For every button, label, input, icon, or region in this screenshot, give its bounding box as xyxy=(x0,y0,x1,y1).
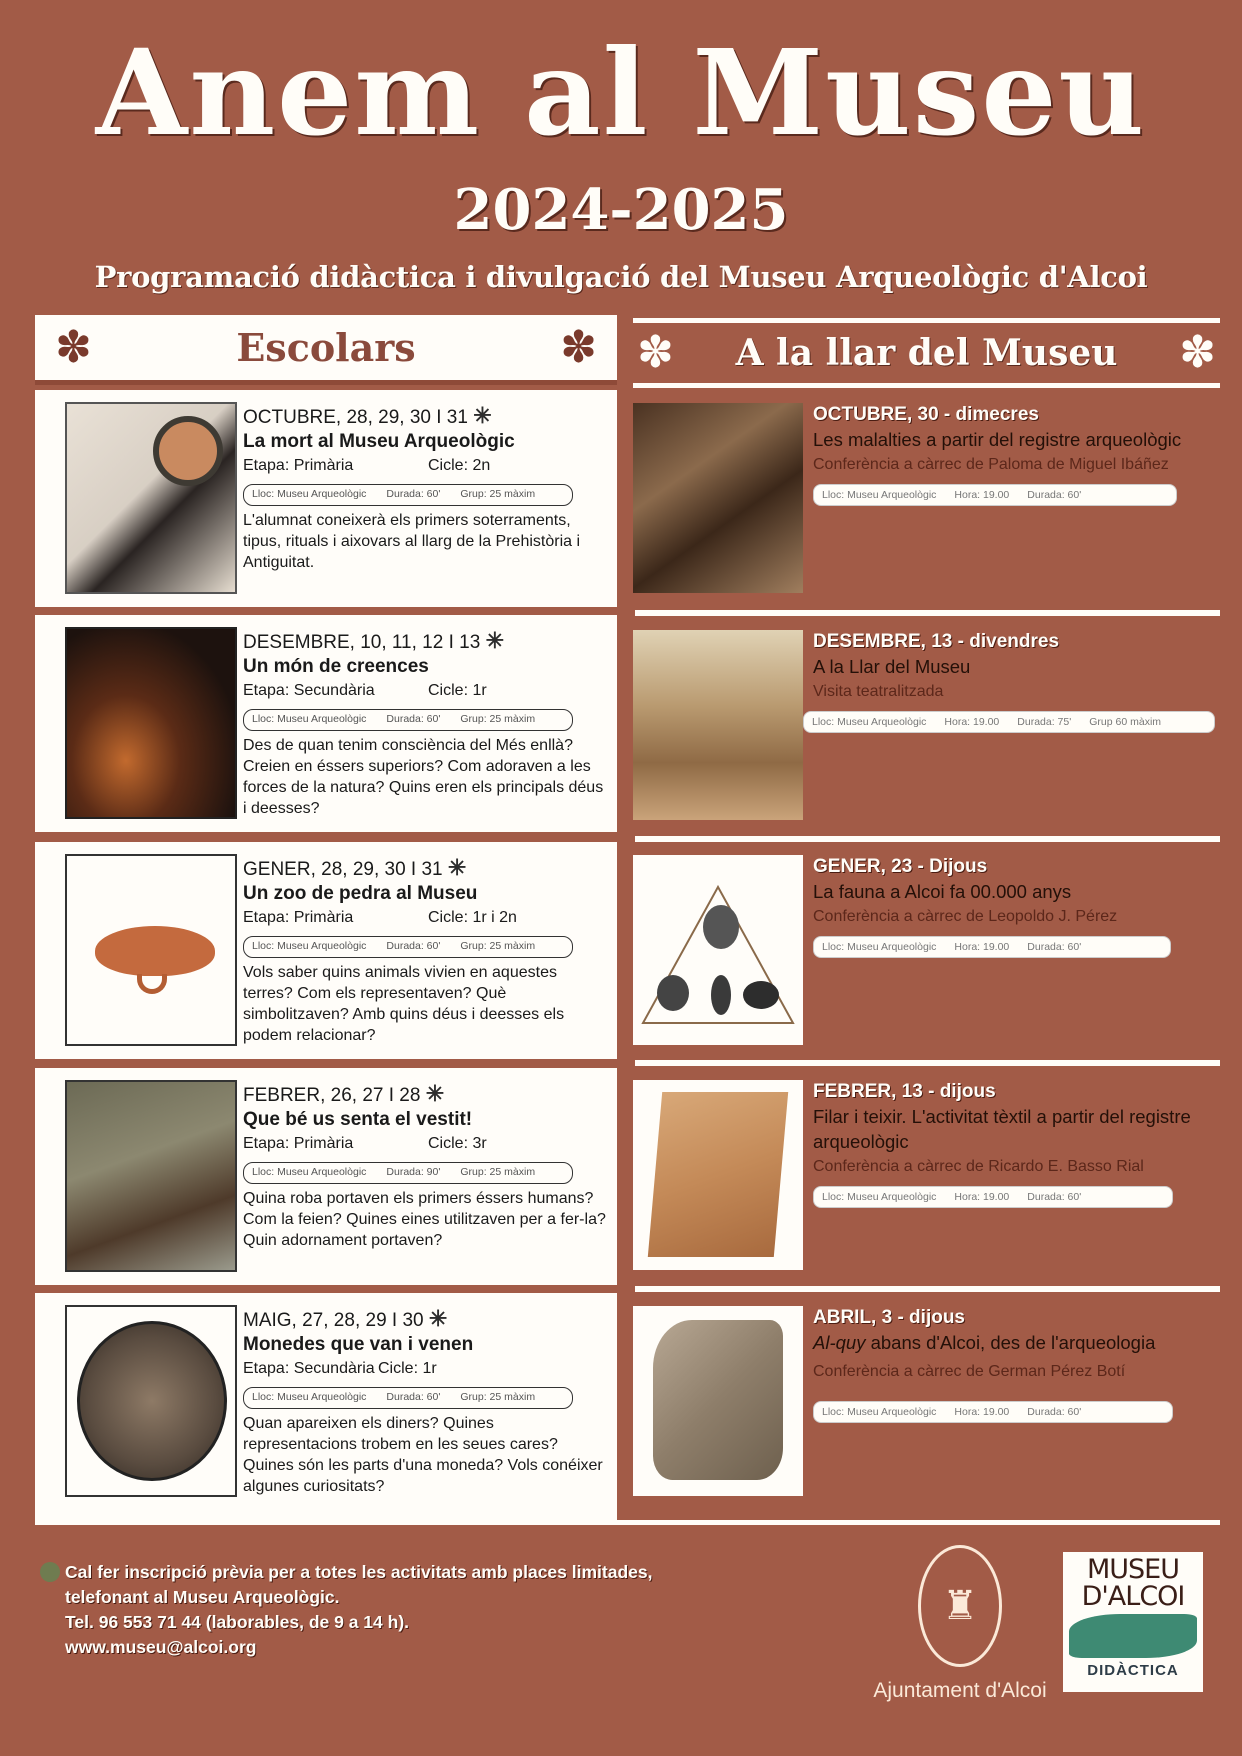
card-date: OCTUBRE, 28, 29, 30 I 31 ✳ xyxy=(243,403,492,428)
coat-of-arms-icon: ♜ xyxy=(918,1545,1002,1667)
photo-inscribed-stone xyxy=(633,1306,803,1496)
event-title: Al-quy abans d'Alcoi, des de l'arqueologia xyxy=(813,1332,1156,1353)
card-title: Un món de creences xyxy=(243,656,429,677)
card-description: Quina roba portaven els primers éssers humans? Com la feien? Quines eines utilitzaven per a fer-la? Quin adornament portaven? xyxy=(243,1190,606,1249)
event-details-pill: Lloc: Museu Arqueològic Hora: 19.00 Durada: 60' xyxy=(813,936,1171,958)
star-icon: ✳ xyxy=(447,855,467,880)
section-header-llar xyxy=(633,318,1220,388)
section-title-escolars: Escolars xyxy=(236,325,416,370)
card-description: L'alumnat coneixerà els primers soterraments, tipus, rituals i aixovars al llarg de la Prehistòria i Antiguitat. xyxy=(243,512,581,571)
event-details-pill: Lloc: Museu Arqueològic Hora: 19.00 Durada: 75' Grup 60 màxim xyxy=(803,711,1215,733)
card-title: La mort al Museu Arqueològic xyxy=(243,431,515,452)
escolar-card xyxy=(35,390,617,607)
event-speaker: Conferència a càrrec de Ricardo E. Basso Rial xyxy=(813,1158,1144,1175)
llar-event xyxy=(633,630,1220,830)
event-speaker: Conferència a càrrec de Paloma de Miguel Ibáñez xyxy=(813,456,1169,473)
escolar-card xyxy=(35,842,617,1059)
star-icon: ✳ xyxy=(485,628,504,653)
ajuntament-label: Ajuntament d'Alcoi xyxy=(873,1679,1047,1702)
photo-ancient-coin xyxy=(65,1305,237,1497)
event-details-pill: Lloc: Museu Arqueològic Hora: 19.00 Durada: 60' xyxy=(813,1186,1173,1208)
photo-skeleton-bones xyxy=(633,403,803,593)
card-details-pill: Lloc: Museu Arqueològic Durada: 60' Grup: 25 màxim xyxy=(243,1387,573,1409)
card-title: Monedes que van i venen xyxy=(243,1334,474,1355)
photo-students-table xyxy=(65,402,237,594)
event-details-pill: Lloc: Museu Arqueològic Hora: 19.00 Durada: 60' xyxy=(813,1401,1173,1423)
card-etapa: Etapa: Secundària xyxy=(243,1360,375,1377)
card-details-pill: Lloc: Museu Arqueològic Durada: 90' Grup: 25 màxim xyxy=(243,1162,573,1184)
card-details-pill: Lloc: Museu Arqueològic Durada: 60' Grup: 25 màxim xyxy=(243,709,573,731)
card-description: Quan apareixen els diners? Quines representacions trobem en les seues cares? Quines són les parts d'una moneda? Vols conéixer algunes curiositats? xyxy=(243,1415,603,1495)
event-date: DESEMBRE, 13 - divendres xyxy=(813,631,1060,652)
card-cicle: Cicle: 1r xyxy=(428,682,487,699)
llar-event xyxy=(633,403,1220,603)
photo-textile-figure xyxy=(633,1080,803,1270)
flower-icon: ✽ xyxy=(55,322,92,372)
card-description: Vols saber quins animals vivien en aquestes terres? Com els representaven? Què simbolitzaven? Amb quins déus i deesses els podem relacionar? xyxy=(243,964,565,1044)
event-date: FEBRER, 13 - dijous xyxy=(813,1081,996,1102)
card-title: Un zoo de pedra al Museu xyxy=(243,883,478,904)
event-date: OCTUBRE, 30 - dimecres xyxy=(813,404,1039,425)
card-etapa: Etapa: Primària xyxy=(243,457,354,474)
bullet-icon xyxy=(40,1562,60,1582)
website-link[interactable]: www.museu@alcoi.org xyxy=(65,1637,257,1657)
card-cicle: Cicle: 2n xyxy=(428,457,491,474)
star-icon: ✳ xyxy=(473,403,492,428)
poster-year: 2024-2025 xyxy=(453,177,789,243)
event-speaker: Visita teatralitzada xyxy=(813,683,944,700)
flower-icon: ✽ xyxy=(637,328,674,377)
divider xyxy=(35,1520,1220,1525)
card-title: Que bé us senta el vestit! xyxy=(243,1109,473,1130)
event-details-pill: Lloc: Museu Arqueològic Hora: 19.00 Durada: 60' xyxy=(813,484,1177,506)
museu-alcoi-logo: MUSEU D'ALCOI DIDÀCTICA xyxy=(1063,1552,1203,1692)
event-date: GENER, 23 - Dijous xyxy=(813,856,988,877)
card-cicle: Cicle: 1r i 2n xyxy=(428,909,517,926)
llar-event xyxy=(633,855,1220,1055)
photo-prehistoric-people xyxy=(65,1080,237,1272)
card-date: DESEMBRE, 10, 11, 12 I 13 ✳ xyxy=(243,628,504,653)
divider xyxy=(635,1060,1220,1066)
card-date: GENER, 28, 29, 30 I 31 ✳ xyxy=(243,855,467,880)
photo-fauna-triangle xyxy=(633,855,803,1045)
poster-title: Anem al Museu xyxy=(95,23,1147,162)
star-icon: ✳ xyxy=(425,1081,445,1106)
event-speaker: Conferència a càrrec de German Pérez Botí xyxy=(813,1363,1126,1380)
card-description: Des de quan tenim consciència del Més enllà? Creien en éssers superiors? Com adoraven a les forces de la natura? Quins eren els principals déus i deesses? xyxy=(243,737,604,817)
escolar-card xyxy=(35,1068,617,1285)
card-etapa: Etapa: Primària xyxy=(243,1135,354,1152)
star-icon: ✳ xyxy=(428,1306,448,1331)
registration-info: Cal fer inscripció prèvia per a totes les activitats amb places limitades, telefonant al Museu Arqueològic. Tel. 96 553 71 44 (laborables, de 9 a 14 h). www.museu@alcoi.org xyxy=(65,1560,652,1660)
escolar-card xyxy=(35,1293,617,1525)
card-cicle: Cicle: 1r xyxy=(378,1360,437,1377)
divider xyxy=(635,610,1220,616)
photo-ceramic-bird-vessel xyxy=(65,854,237,1046)
llar-event xyxy=(633,1306,1220,1506)
event-speaker: Conferència a càrrec de Leopoldo J. Pérez xyxy=(813,908,1118,925)
photo-cave-scene xyxy=(65,627,237,819)
section-title-llar: A la llar del Museu xyxy=(735,332,1118,374)
event-date: ABRIL, 3 - dijous xyxy=(813,1307,965,1328)
dragon-wave-icon xyxy=(1069,1614,1197,1658)
ajuntament-logo xyxy=(870,1545,1050,1703)
flower-icon: ✽ xyxy=(1179,328,1216,377)
card-details-pill: Lloc: Museu Arqueològic Durada: 60' Grup: 25 màxim xyxy=(243,484,573,506)
section-header-escolars xyxy=(35,315,617,385)
llar-event xyxy=(633,1080,1220,1280)
poster-subtitle: Programació didàctica i divulgació del Museu Arqueològic d'Alcoi xyxy=(94,260,1148,294)
flower-icon: ✽ xyxy=(560,322,597,372)
card-etapa: Etapa: Primària xyxy=(243,909,354,926)
event-title: Les malalties a partir del registre arqueològic xyxy=(813,429,1182,450)
event-title: A la Llar del Museu xyxy=(813,656,971,677)
card-etapa: Etapa: Secundària xyxy=(243,682,375,699)
divider xyxy=(635,1286,1220,1292)
card-date: FEBRER, 26, 27 I 28 ✳ xyxy=(243,1081,445,1106)
card-details-pill: Lloc: Museu Arqueològic Durada: 60' Grup: 25 màxim xyxy=(243,936,573,958)
event-title: La fauna a Alcoi fa 00.000 anys xyxy=(813,881,1072,902)
card-date: MAIG, 27, 28, 29 I 30 ✳ xyxy=(243,1306,448,1331)
divider xyxy=(635,836,1220,842)
triangle-animals-icon xyxy=(633,855,803,1045)
card-cicle: Cicle: 3r xyxy=(428,1135,487,1152)
escolar-card xyxy=(35,615,617,832)
photo-museum-hall xyxy=(633,630,803,820)
event-title: Filar i teixir. L'activitat tèxtil a partir del registre arqueològic xyxy=(813,1106,1191,1152)
